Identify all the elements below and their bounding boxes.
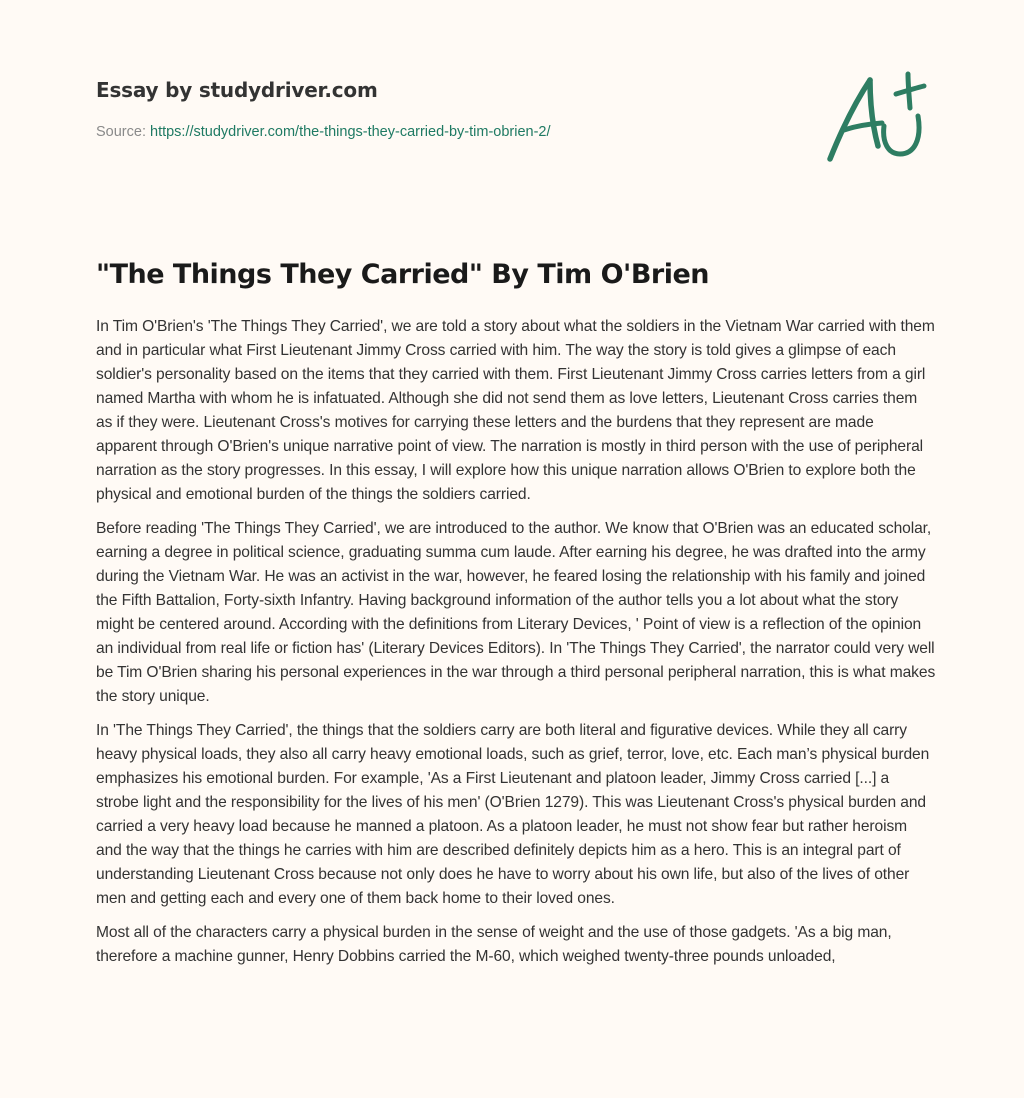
essay-title: "The Things They Carried" By Tim O'Brien — [96, 259, 709, 290]
essay-body — [96, 315, 936, 979]
a-plus-grade-icon — [822, 66, 930, 166]
essay-paragraph: Before reading 'The Things They Carried', we are introduced to the author. We know that O'Brien was an educated scholar, earning a degree in political science, graduating summa cum laude. After earning his degree, he was drafted into the army during the Vietnam War. He was an activist in the war, however, he feared losing the relationship with his family and joined the Fifth Battalion, Forty-sixth Infantry. Having background information of the author tells you a lot about what the story might be centered around. According with the definitions from Literary Devices, ' Point of view is a reflection of the opinion an individual from real life or fiction has' (Literary Devices Editors). In 'The Things They Carried', the narrator could very well be Tim O'Brien sharing his personal experiences in the war through a third personal peripheral narration, this is what makes the story unique. — [96, 520, 936, 705]
site-title: Essay by studydriver.com — [96, 78, 378, 102]
essay-paragraph: In Tim O'Brien's 'The Things They Carried', we are told a story about what the soldiers in the Vietnam War carried with them and in particular what First Lieutenant Jimmy Cross carried with him. The way the story is told gives a glimpse of each soldier's personality based on the items that they carried with them. First Lieutenant Jimmy Cross carries letters from a girl named Martha with whom he is infatuated. Although she did not send them as love letters, Lieutenant Cross carries them as if they were. Lieutenant Cross's motives for carrying these letters and the burdens that they represent are made apparent through O'Brien's unique narrative point of view. The narration is mostly in third person with the use of peripheral narration as the story progresses. In this essay, I will explore how this unique narration allows O'Brien to explore both the physical and emotional burden of the things the soldiers carried. — [96, 318, 935, 503]
essay-paragraph: Most all of the characters carry a physical burden in the sense of weight and the use of those gadgets. 'As a big man, therefore a machine gunner, Henry Dobbins carried the M-60, which weighed twenty-three pounds unloaded, — [96, 924, 892, 965]
essay-paragraph: In 'The Things They Carried', the things that the soldiers carry are both literal and figurative devices. While they all carry heavy physical loads, they also all carry heavy emotional loads, such as grief, terror, love, etc. Each man’s physical burden emphasizes his emotional burden. For example, 'As a First Lieutenant and platoon leader, Jimmy Cross carried [...] a strobe light and the responsibility for the lives of his men' (O'Brien 1279). This was Lieutenant Cross's physical burden and carried a very heavy load because he manned a platoon. As a platoon leader, he must not show fear but rather heroism and the way that the things he carries with him are described definitely depicts him as a hero. This is an integral part of understanding Lieutenant Cross because not only does he have to worry about his own life, but also of the lives of other men and getting each and every one of them back home to their loved ones. — [96, 722, 930, 907]
source-line — [96, 122, 696, 142]
source-label: Source: — [96, 124, 150, 140]
page-header — [96, 76, 696, 142]
source-link[interactable]: https://studydriver.com/the-things-they-carried-by-tim-obrien-2/ — [150, 124, 551, 140]
